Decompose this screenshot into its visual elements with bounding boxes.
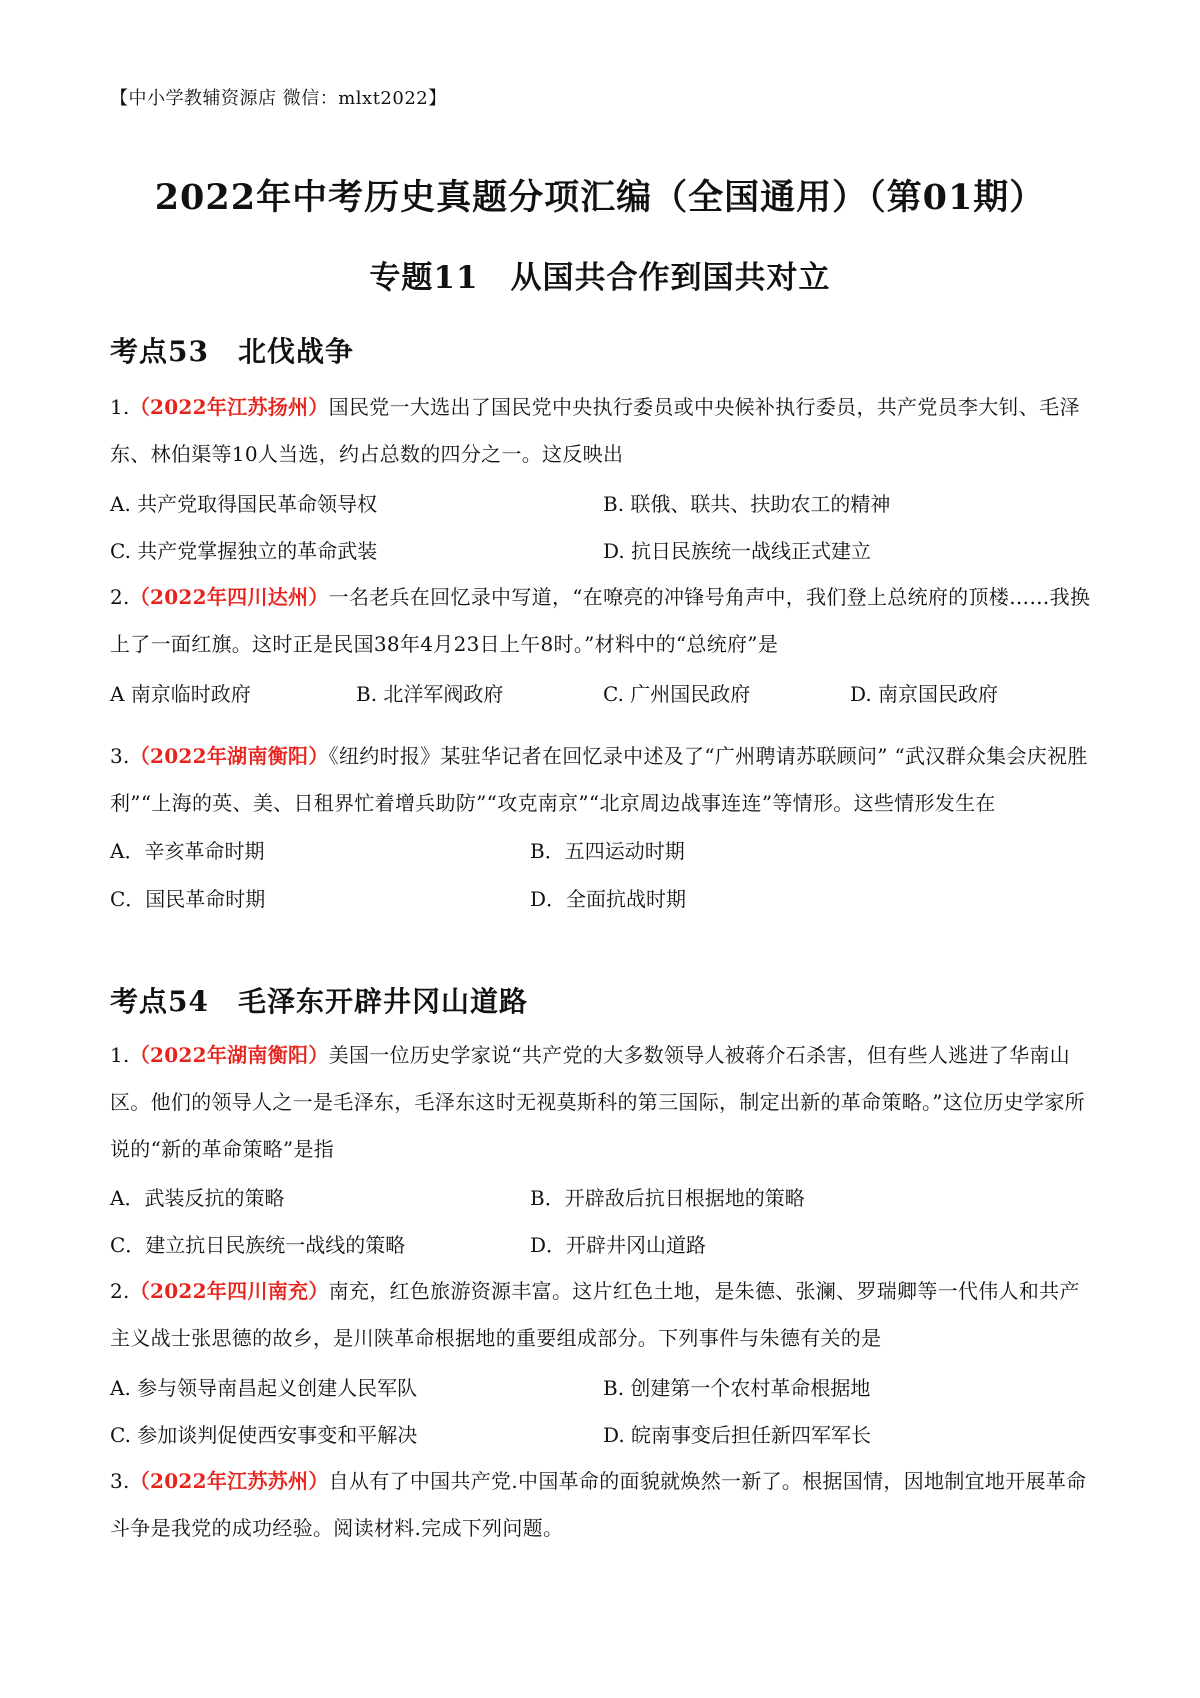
question-source: （2022年江苏扬州） (129, 395, 329, 419)
question-stem (110, 1458, 1100, 1552)
option-a: A. 共产党取得国民革命领导权 (110, 492, 378, 516)
option-b: B. 北洋军阀政府 (356, 682, 504, 706)
option-a: A 南京临时政府 (110, 682, 251, 706)
question-number: 2. (110, 585, 130, 609)
question-stem (110, 1268, 1100, 1362)
watermark-header: 【中小学教辅资源店 微信：mlxt2022】 (110, 88, 447, 109)
question-text: 南充，红色旅游资源丰富。这片红色土地，是朱德、张澜、罗瑞卿等一代伟人和共产主义战士张思德的故乡，是川陕革命根据地的重要组成部分。下列事件与朱德有关的是 (110, 1279, 1080, 1350)
question-text: 一名老兵在回忆录中写道，“在嘹亮的冲锋号角声中，我们登上总统府的顶楼……我换上了一面红旗。这时正是民国38年4月23日上午8时。”材料中的“总统府”是 (110, 585, 1091, 656)
option-c: C. 共产党掌握独立的革命武装 (110, 539, 378, 563)
question-stem (110, 1032, 1100, 1173)
question-number: 2. (110, 1279, 130, 1303)
section-heading-54: 考点54 毛泽东开辟井冈山道路 (110, 985, 528, 1018)
option-d: D. 南京国民政府 (850, 682, 999, 706)
option-d: D．开辟井冈山道路 (530, 1233, 707, 1257)
option-c: C. 广州国民政府 (603, 682, 751, 706)
question-number: 3. (110, 1469, 130, 1493)
option-b: B．五四运动时期 (530, 839, 685, 863)
option-c: C．国民革命时期 (110, 887, 266, 911)
page-title: 2022年中考历史真题分项汇编（全国通用）（第01期） (154, 177, 1046, 218)
question-source: （2022年四川达州） (129, 585, 329, 609)
question-source: （2022年江苏苏州） (129, 1469, 329, 1493)
question-text: 《纽约时报》某驻华记者在回忆录中述及了“广州聘请苏联顾问” “武汉群众集会庆祝胜利”“上海的英、美、日租界忙着增兵助防”“攻克南京”“北京周边战事连连”等情形。这些情形发生在 (110, 744, 1088, 815)
option-c: C. 参加谈判促使西安事变和平解决 (110, 1423, 418, 1447)
question-text: 国民党一大选出了国民党中央执行委员或中央候补执行委员，共产党员李大钊、毛泽东、林伯渠等10人当选，约占总数的四分之一。这反映出 (110, 395, 1080, 466)
question-number: 1. (110, 395, 130, 419)
section-heading-53: 考点53 北伐战争 (110, 335, 354, 368)
question-source: （2022年湖南衡阳） (129, 1043, 329, 1067)
question-text: 自从有了中国共产党.中国革命的面貌就焕然一新了。根据国情，因地制宜地开展革命斗争是我党的成功经验。阅读材料.完成下列问题。 (110, 1469, 1087, 1540)
page-subtitle: 专题11 从国共合作到国共对立 (369, 260, 831, 296)
question-number: 1. (110, 1043, 130, 1067)
question-stem (110, 384, 1100, 478)
question-source: （2022年湖南衡阳） (129, 744, 329, 768)
question-stem (110, 574, 1100, 668)
option-d: D. 皖南事变后担任新四军军长 (603, 1423, 872, 1447)
question-text: 美国一位历史学家说“共产党的大多数领导人被蒋介石杀害，但有些人逃进了华南山区。他们的领导人之一是毛泽东，毛泽东这时无视莫斯科的第三国际，制定出新的革命策略。”这位历史学家所说的“新的革命策略”是指 (110, 1043, 1085, 1161)
question-number: 3. (110, 744, 130, 768)
option-d: D．全面抗战时期 (530, 887, 687, 911)
option-d: D. 抗日民族统一战线正式建立 (603, 539, 872, 563)
option-b: B．开辟敌后抗日根据地的策略 (530, 1186, 805, 1210)
question-stem (110, 733, 1100, 827)
option-c: C．建立抗日民族统一战线的策略 (110, 1233, 406, 1257)
option-a: A．武装反抗的策略 (110, 1186, 285, 1210)
option-b: B. 联俄、联共、扶助农工的精神 (603, 492, 891, 516)
question-source: （2022年四川南充） (129, 1279, 329, 1303)
option-a: A. 参与领导南昌起义创建人民军队 (110, 1376, 418, 1400)
option-b: B. 创建第一个农村革命根据地 (603, 1376, 871, 1400)
option-a: A．辛亥革命时期 (110, 839, 265, 863)
